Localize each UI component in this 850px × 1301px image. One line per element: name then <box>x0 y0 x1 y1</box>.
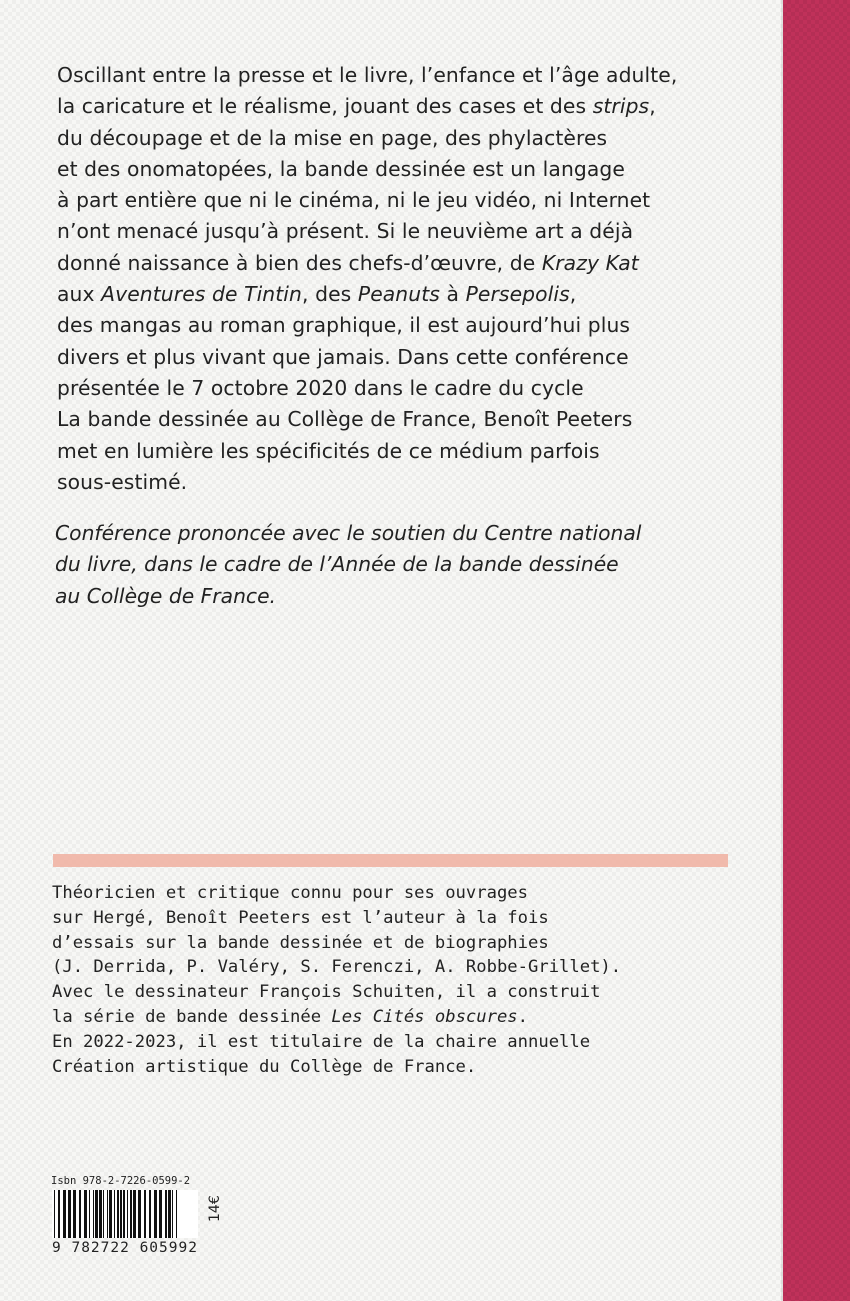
text-segment: met en lumière les spécificités de ce médium parfois <box>57 438 600 463</box>
barcode-bar <box>120 1190 122 1238</box>
text-segment: , <box>569 282 577 307</box>
summary-line <box>57 373 767 404</box>
title-reference: Les Cités obscures <box>331 1006 518 1027</box>
summary-line <box>57 248 767 279</box>
support-note <box>55 518 765 612</box>
text-segment: sur Hergé, Benoît Peeters est l’auteur à la fois <box>52 907 549 928</box>
biography-line <box>52 1030 772 1055</box>
summary-line <box>57 60 767 91</box>
support-line: du livre, dans le cadre de l’Année de la bande dessinée <box>55 552 619 577</box>
book-spine <box>783 0 850 1301</box>
barcode-bar <box>79 1190 81 1238</box>
barcode-bar <box>58 1190 60 1238</box>
title-reference: Peanuts <box>357 282 440 307</box>
text-segment: divers et plus vivant que jamais. Dans cette conférence <box>57 344 629 369</box>
title-reference: Persepolis <box>465 282 570 307</box>
text-segment: (J. Derrida, P. Valéry, S. Ferenczi, A. Robbe-Grillet). <box>52 957 622 978</box>
barcode-bars <box>52 1190 198 1238</box>
summary-line <box>57 123 767 154</box>
barcode-bar <box>176 1190 177 1238</box>
biography-line <box>52 906 772 931</box>
text-segment: En 2022-2023, il est titulaire de la chaire annuelle <box>52 1031 591 1052</box>
title-reference: Krazy Kat <box>541 250 639 275</box>
title-reference: Aventures de Tintin <box>101 282 303 307</box>
barcode-bar <box>114 1190 115 1238</box>
barcode-bar <box>123 1190 125 1238</box>
summary-line <box>57 436 767 467</box>
text-segment: d’essais sur la bande dessinée et de biographies <box>52 932 549 953</box>
summary-line <box>57 279 767 310</box>
summary-paragraph <box>57 60 767 498</box>
text-segment: à <box>439 282 466 307</box>
summary-line <box>57 404 767 435</box>
barcode-bar <box>89 1190 90 1238</box>
text-segment: Oscillant entre la presse et le livre, l’enfance et l’âge adulte, <box>57 63 678 87</box>
barcode <box>52 1190 198 1238</box>
barcode-bar <box>84 1190 87 1238</box>
text-segment: , des <box>302 282 358 307</box>
text-segment: sous-estimé. <box>57 469 188 494</box>
title-reference: strips <box>592 94 650 119</box>
text-segment: présentée le 7 octobre 2020 dans le cadre du cycle <box>57 375 584 400</box>
text-segment: aux <box>57 282 102 307</box>
author-biography <box>52 881 772 1079</box>
barcode-bar <box>107 1190 108 1238</box>
barcode-bar <box>109 1190 112 1238</box>
barcode-digits: 9 782722 605992 <box>52 1240 198 1256</box>
summary-line <box>57 185 767 216</box>
text-segment: donné naissance à bien des chefs-d’œuvre, de <box>57 250 542 275</box>
summary-line <box>57 91 767 122</box>
barcode-bar <box>149 1190 151 1238</box>
summary-line <box>57 342 767 373</box>
price-value: 14€ <box>207 1195 223 1222</box>
barcode-bar <box>93 1190 94 1238</box>
isbn-label: Isbn 978-2-7226-0599-2 <box>51 1175 191 1187</box>
text-segment: la série de bande dessinée <box>52 1006 332 1027</box>
barcode-bar <box>54 1190 55 1238</box>
barcode-bar <box>117 1190 119 1238</box>
text-segment: et des onomatopées, la bande dessinée est un langage <box>57 156 625 181</box>
text-segment: la caricature et le réalisme, jouant des cases et des <box>57 94 593 119</box>
text-segment: des mangas au roman graphique, il est aujourd’hui plus <box>57 313 631 338</box>
barcode-bar <box>165 1190 167 1238</box>
barcode-bar <box>95 1190 98 1238</box>
barcode-bar <box>103 1190 104 1238</box>
biography-line <box>52 980 772 1005</box>
barcode-bar <box>63 1190 66 1238</box>
barcode-bar <box>130 1190 132 1238</box>
barcode-bar <box>133 1190 136 1238</box>
barcode-bar <box>172 1190 173 1238</box>
summary-line <box>57 216 767 247</box>
support-line: au Collège de France. <box>55 583 277 608</box>
biography-line <box>52 955 772 980</box>
barcode-bar <box>68 1190 71 1238</box>
support-line: Conférence prononcée avec le soutien du Centre national <box>55 521 642 545</box>
summary-line <box>57 154 767 185</box>
text-segment: La bande dessinée au Collège de France, Benoît Peeters <box>57 407 633 432</box>
biography-line <box>52 1055 772 1080</box>
text-segment: du découpage et de la mise en page, des phylactères <box>57 125 608 150</box>
barcode-bar <box>168 1190 171 1238</box>
barcode-bar <box>73 1190 76 1238</box>
barcode-bar <box>144 1190 146 1238</box>
section-divider <box>53 854 728 867</box>
biography-line <box>52 1005 772 1030</box>
summary-line <box>57 310 767 341</box>
barcode-bar <box>127 1190 128 1238</box>
barcode-bar <box>159 1190 162 1238</box>
text-segment: , <box>649 94 656 119</box>
text-segment: Création artistique du Collège de France. <box>52 1056 477 1077</box>
text-segment: n’ont menacé jusqu’à présent. Si le neuvième art a déjà <box>57 219 634 244</box>
text-segment: . <box>517 1006 529 1027</box>
biography-line <box>52 881 772 906</box>
barcode-bar <box>99 1190 102 1238</box>
text-segment: à part entière que ni le cinéma, ni le jeu vidéo, ni Internet <box>57 188 651 213</box>
price-tag <box>207 1190 227 1240</box>
barcode-bar <box>138 1190 141 1238</box>
text-segment: Théoricien et critique connu pour ses ouvrages <box>52 883 528 903</box>
biography-line <box>52 931 772 956</box>
summary-line <box>57 467 767 498</box>
text-segment: Avec le dessinateur François Schuiten, il a construit <box>52 982 601 1003</box>
barcode-bar <box>154 1190 157 1238</box>
